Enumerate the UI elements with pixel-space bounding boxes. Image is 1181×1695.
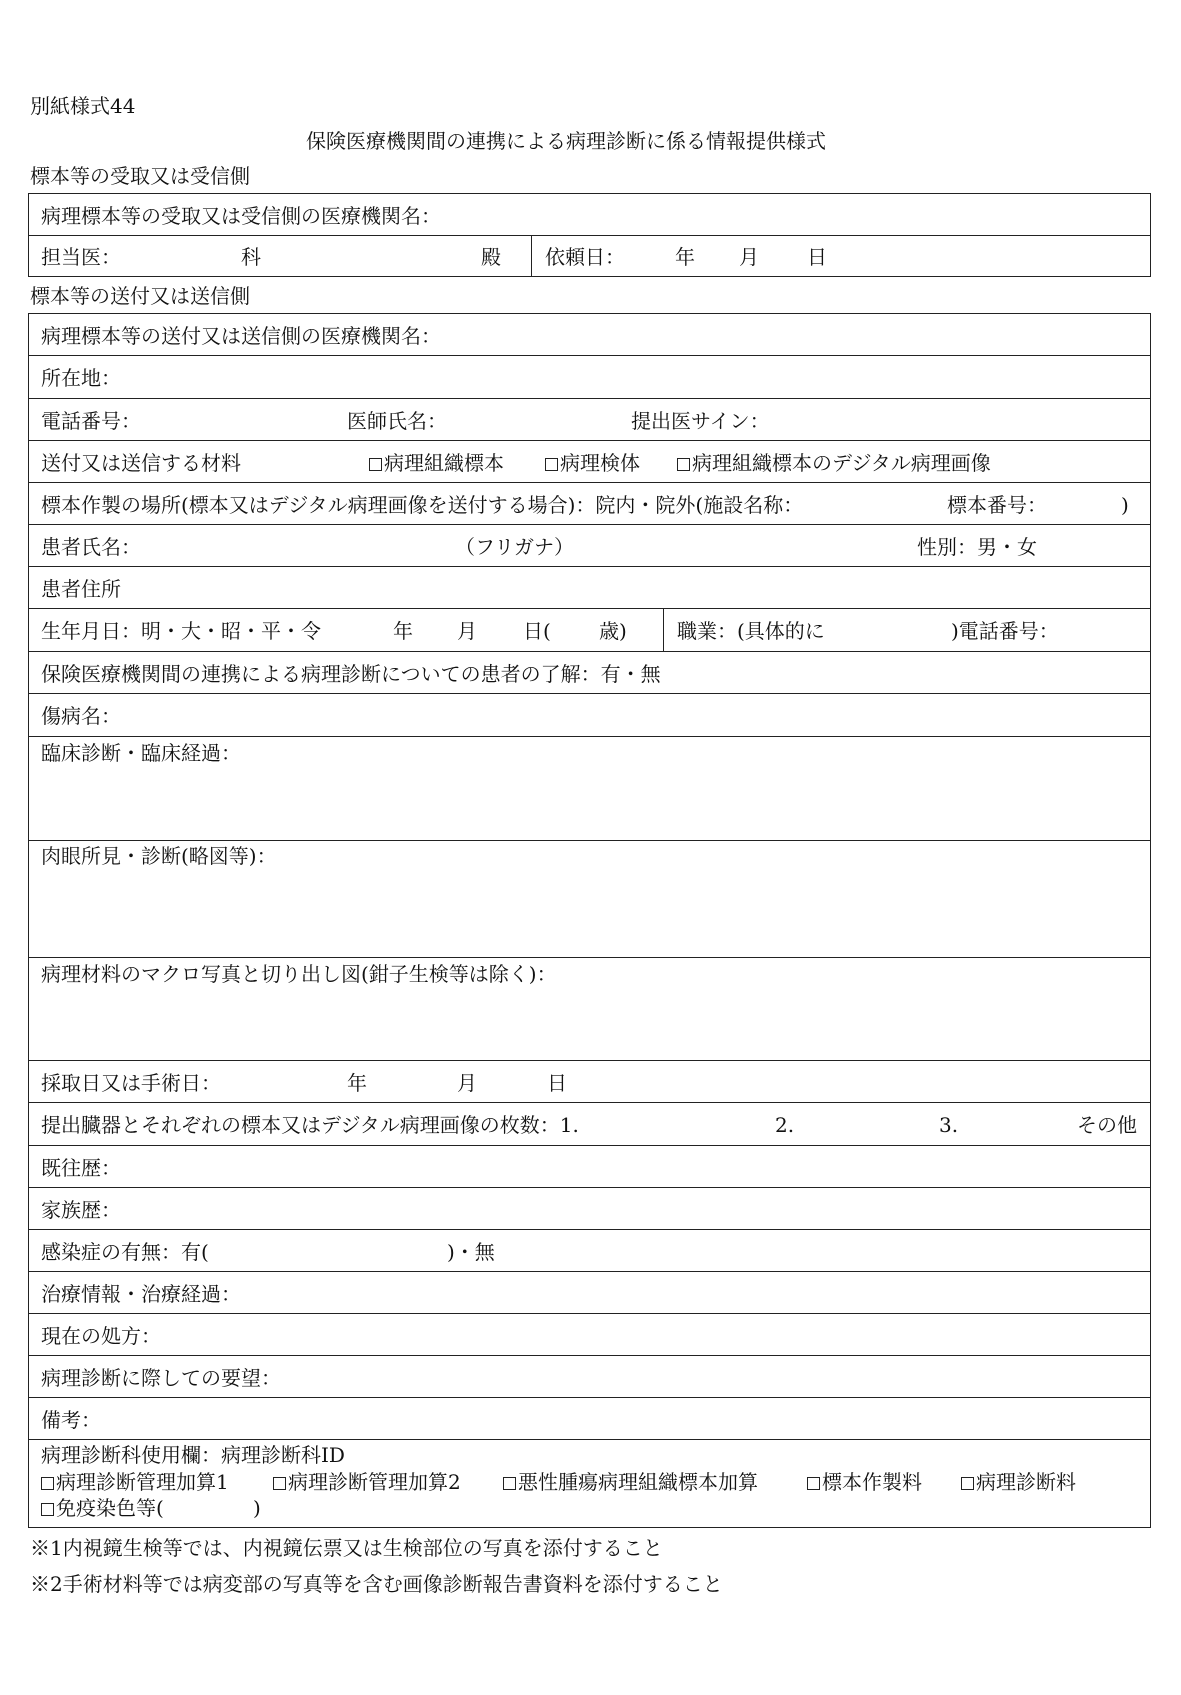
infection-row	[29, 1230, 1150, 1272]
footnote-1: ※1内視鏡生検等では、内視鏡伝票又は生検部位の写真を添付すること	[30, 1536, 663, 1560]
pathology-option-mgmt2[interactable]: 病理診断管理加算2	[273, 1472, 461, 1492]
doctor-label: 担当医：	[41, 245, 121, 269]
occupation-label: 職業：(具体的に	[677, 619, 825, 643]
immuno-close: )	[253, 1496, 261, 1520]
material-option-tissue[interactable]: 病理組織標本	[369, 453, 504, 473]
pathology-option-mgmt1[interactable]: 病理診断管理加算1	[41, 1472, 229, 1492]
send-table	[28, 313, 1151, 1528]
collection-date-label: 採取日又は手術日：	[41, 1071, 221, 1095]
past-history-row[interactable]	[29, 1146, 1150, 1188]
checkbox[interactable]	[41, 1503, 54, 1516]
checkbox[interactable]	[369, 458, 382, 471]
family-history-row[interactable]	[29, 1188, 1150, 1230]
macro-photo-label: 病理材料のマクロ写真と切り出し図(鉗子生検等は除く)：	[41, 962, 557, 986]
material-option-sample[interactable]: 病理検体	[545, 453, 640, 473]
consent-row[interactable]	[29, 652, 1150, 694]
disease-label: 傷病名：	[41, 704, 121, 728]
treatment-label: 治療情報・治療経過：	[41, 1282, 241, 1306]
gross-findings-label: 肉眼所見・診断(略図等)：	[41, 844, 277, 868]
checkbox[interactable]	[961, 1477, 974, 1490]
send-section-heading: 標本等の送付又は送信側	[30, 284, 250, 308]
consent-label: 保険医療機関間の連携による病理診断についての患者の了解：有・無	[41, 662, 661, 686]
request-row[interactable]	[29, 1356, 1150, 1398]
receive-section-heading: 標本等の受取又は受信側	[30, 164, 250, 188]
request-date-label: 依頼日：	[545, 245, 625, 269]
patient-address-label: 患者住所	[41, 577, 121, 601]
phone-label: 電話番号：	[41, 409, 141, 433]
receive-doctor-row	[29, 236, 1150, 276]
request-year: 年	[675, 245, 695, 269]
collection-month: 月	[457, 1071, 477, 1095]
clinical-row[interactable]	[29, 737, 1150, 841]
pathology-option-diagnosis[interactable]: 病理診断料	[961, 1472, 1076, 1492]
checkbox[interactable]	[807, 1477, 820, 1490]
page-title: 保険医療機関間の連携による病理診断に係る情報提供様式	[306, 129, 826, 153]
checkbox[interactable]	[503, 1477, 516, 1490]
clinical-label: 臨床診断・臨床経過：	[41, 741, 241, 765]
specimen-number-label: 標本番号：	[947, 493, 1047, 517]
sex-label: 性別：男・女	[917, 535, 1037, 559]
age-label: 歳)	[599, 619, 627, 643]
organ-3: 3.	[939, 1113, 959, 1137]
birth-label: 生年月日：明・大・昭・平・令	[41, 619, 321, 643]
gross-findings-row[interactable]	[29, 841, 1150, 958]
birth-day: 日(	[523, 619, 551, 643]
pathology-option-malignant[interactable]: 悪性腫瘍病理組織標本加算	[503, 1472, 758, 1492]
request-label: 病理診断に際しての要望：	[41, 1366, 281, 1390]
treatment-row[interactable]	[29, 1272, 1150, 1314]
remarks-row[interactable]	[29, 1398, 1150, 1440]
prep-close-paren: )	[1121, 493, 1129, 517]
collection-date-row	[29, 1061, 1150, 1103]
material-option-digital[interactable]: 病理組織標本のデジタル病理画像	[677, 453, 991, 473]
send-facility-label: 病理標本等の送付又は送信側の医療機関名：	[41, 324, 441, 348]
collection-day: 日	[547, 1071, 567, 1095]
pathology-use-label: 病理診断科使用欄：病理診断科ID	[41, 1443, 345, 1467]
collection-year: 年	[347, 1071, 367, 1095]
checkbox[interactable]	[273, 1477, 286, 1490]
pathology-option-prep[interactable]: 標本作製料	[807, 1472, 922, 1492]
checkbox[interactable]	[677, 458, 690, 471]
family-history-label: 家族歴：	[41, 1198, 121, 1222]
form-id: 別紙様式44	[30, 94, 136, 118]
address-label: 所在地：	[41, 366, 121, 390]
request-day: 日	[807, 245, 827, 269]
organ-row	[29, 1103, 1150, 1146]
disease-row[interactable]	[29, 694, 1150, 737]
occupation-phone-label: )電話番号：	[951, 619, 1059, 643]
prep-place-label: 標本作製の場所(標本又はデジタル病理画像を送付する場合)：院内・院外(施設名称：	[41, 493, 804, 517]
request-month: 月	[739, 245, 759, 269]
organ-2: 2.	[775, 1113, 795, 1137]
material-label: 送付又は送信する材料	[41, 451, 241, 475]
organ-other: その他	[1077, 1113, 1137, 1137]
pathology-use-row	[29, 1440, 1150, 1524]
dept-suffix: 科	[241, 245, 261, 269]
infection-end: )・無	[447, 1240, 495, 1264]
signature-label: 提出医サイン：	[631, 409, 770, 433]
phone-row[interactable]	[29, 399, 1150, 441]
birth-row	[29, 609, 1150, 652]
checkbox[interactable]	[545, 458, 558, 471]
patient-name-label: 患者氏名：	[41, 535, 141, 559]
prescription-row[interactable]	[29, 1314, 1150, 1356]
receive-facility-label: 病理標本等の受取又は受信側の医療機関名：	[41, 204, 441, 228]
remarks-label: 備考：	[41, 1408, 101, 1432]
infection-label: 感染症の有無：有(	[41, 1240, 209, 1264]
doctor-name-label: 医師氏名：	[347, 409, 447, 433]
past-history-label: 既往歴：	[41, 1156, 121, 1180]
patient-address-row[interactable]	[29, 567, 1150, 609]
send-facility-row[interactable]	[29, 314, 1150, 356]
prescription-label: 現在の処方：	[41, 1324, 161, 1348]
birth-year: 年	[393, 619, 413, 643]
furigana-label: （フリガナ）	[455, 535, 574, 559]
receive-facility-row[interactable]	[29, 194, 1150, 236]
checkbox[interactable]	[41, 1477, 54, 1490]
macro-photo-row[interactable]	[29, 958, 1150, 1061]
material-row	[29, 441, 1150, 483]
address-row[interactable]	[29, 356, 1150, 399]
prep-place-row	[29, 483, 1150, 525]
immuno-option[interactable]: 免疫染色等(	[41, 1498, 164, 1518]
patient-name-row	[29, 525, 1150, 567]
organ-label: 提出臓器とそれぞれの標本又はデジタル病理画像の枚数：1.	[41, 1113, 579, 1137]
birth-month: 月	[457, 619, 477, 643]
footnote-2: ※2手術材料等では病変部の写真等を含む画像診断報告書資料を添付すること	[30, 1572, 723, 1596]
receive-table	[28, 193, 1151, 277]
honorific: 殿	[481, 245, 501, 269]
